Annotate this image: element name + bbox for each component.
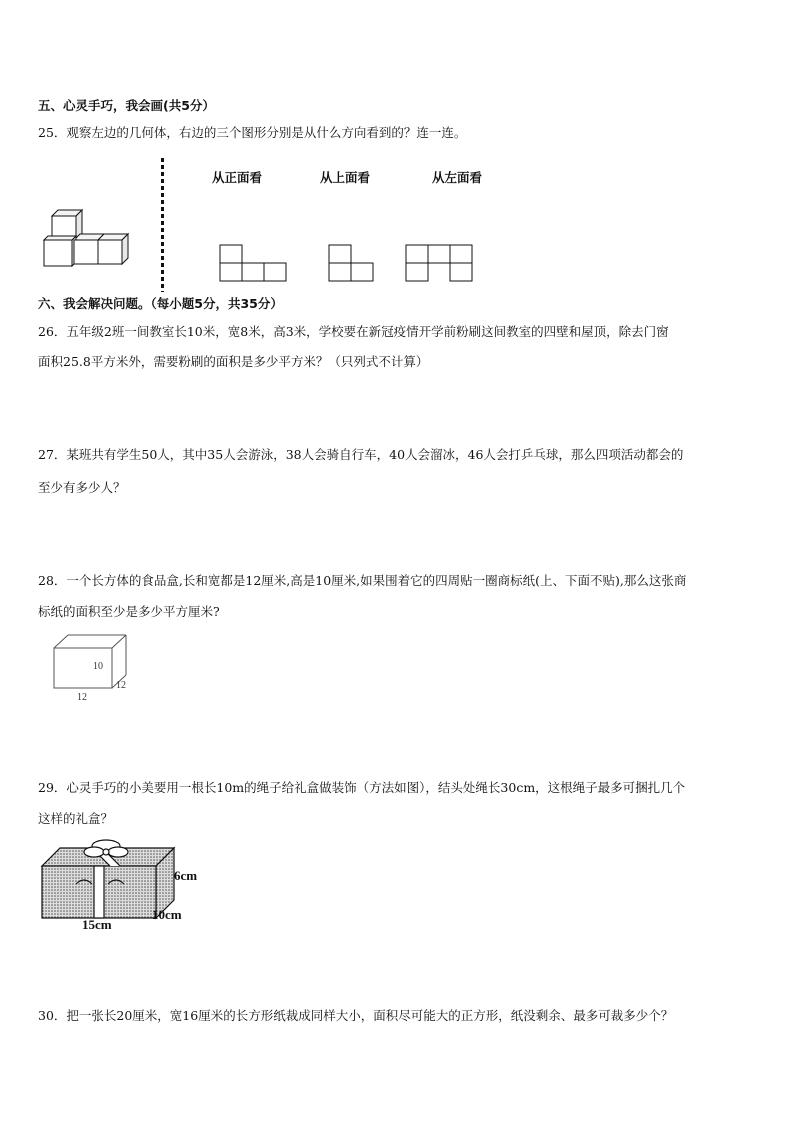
q29-gift-box-figure — [36, 838, 216, 934]
question-28-line-2: 标纸的面积至少是多少平方厘米? — [38, 604, 220, 619]
q28-height-label: 10 — [93, 661, 103, 672]
question-29-line-2: 这样的礼盒？ — [38, 811, 114, 826]
view-shape-3 — [405, 244, 475, 284]
section-6-heading: 六、我会解决问题。（每小题5分，共35分） — [38, 296, 283, 311]
section-5-heading: 五、心灵手巧，我会画(共5分） — [38, 98, 215, 113]
view-label-top: 从上面看 — [320, 170, 371, 185]
question-30-text: 30．把一张长20厘米，宽16厘米的长方形纸裁成同样大小，面积尽可能大的正方形，纸没剩余、最多可裁多少个？ — [38, 1008, 674, 1023]
view-label-left: 从左面看 — [432, 170, 483, 185]
question-27-line-2: 至少有多少人？ — [38, 480, 126, 495]
separator-dashed-line — [161, 158, 164, 292]
q28-length-label: 12 — [77, 692, 87, 703]
view-shape-1 — [219, 244, 289, 284]
q29-length-label: 15cm — [82, 917, 112, 932]
question-27-line-1: 27．某班共有学生50人，其中35人会游泳，38人会骑自行车，40人会溜冰，46人会打乒乓球，那么四项活动都会的 — [38, 447, 684, 462]
q28-box-figure — [50, 632, 140, 708]
view-label-front: 从正面看 — [212, 170, 263, 185]
question-25-text: 25．观察左边的几何体，右边的三个图形分别是从什么方向看到的？连一连。 — [38, 125, 467, 140]
view-shape-2 — [328, 244, 378, 284]
q28-width-label: 12 — [116, 680, 126, 691]
question-26-line-1: 26．五年级2班一间教室长10米，宽8米，高3米，学校要在新冠疫情开学前粉刷这间教室的四壁和屋顶，除去门窗 — [38, 324, 669, 339]
q29-height-label: 6cm — [174, 868, 198, 883]
q29-width-label: 10cm — [152, 907, 182, 922]
question-26-line-2: 面积25.8平方米外，需要粉刷的面积是多少平方米？（只列式不计算） — [38, 354, 429, 369]
question-28-line-1: 28．一个长方体的食品盒,长和宽都是12厘米,高是10厘米,如果围着它的四周贴一圈商标纸(上、下面不贴),那么这张商 — [38, 573, 687, 588]
question-29-line-1: 29．心灵手巧的小美要用一根长10m的绳子给礼盒做装饰（方法如图），结头处绳长30cm，这根绳子最多可捆扎几个 — [38, 780, 686, 795]
q25-cube-solid-figure — [40, 208, 140, 270]
